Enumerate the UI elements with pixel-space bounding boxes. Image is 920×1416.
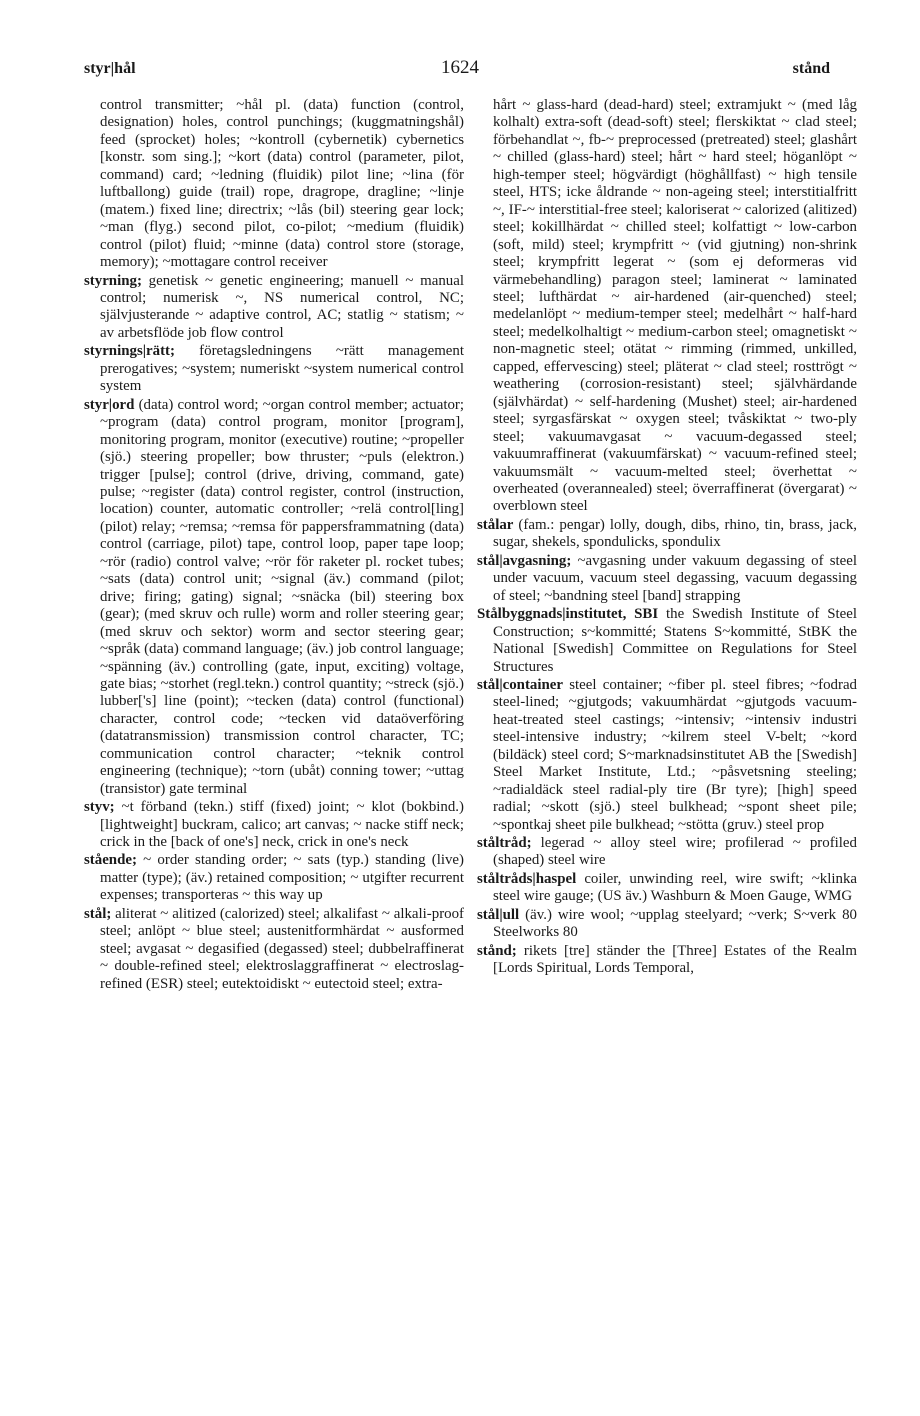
dictionary-entry [477, 835, 857, 870]
dictionary-entry [84, 906, 464, 993]
dictionary-entry [477, 606, 857, 676]
entry-headword: ståltråd; [477, 835, 532, 852]
entry-text: control transmitter; ~hål pl. (data) function (control, designation) holes, control punchings; (kuggmatningshål) feed (sprocket) holes; ~kontroll (cybernetik) cybernetics [konstr. som sing.]; ~kort (data) control (parameter, pilot, command) card; ~ledning (fluidik) pilot line; ~lina (för luftballong) guide (trail) rope, dragrope, dragline; ~linje (matem.) fixed line; directrix; ~lås (bil) steering gear lock; ~man (flyg.) second pilot, co-pilot; ~medium (fluidik) control (pilot) fluid; ~minne (data) control store (storage, memory); ~mottagare control receiver [100, 97, 464, 271]
entry-headword: stålar [477, 516, 514, 533]
dictionary-entry [477, 517, 857, 552]
running-head-right: stånd [792, 60, 830, 77]
entry-text: the Swedish Institute of Steel Construction; s~kommitté; Statens S~kommitté, StBK the National [Swedish] Committee on Regulations for Steel Structures [493, 606, 857, 675]
dictionary-entry [84, 343, 464, 395]
entry-text: (data) control word; ~organ control member; actuator; ~program (data) control program, monitor [program], monitoring program, monitor (executive) routine; ~propeller (sjö.) steering propeller; bow thruster; ~puls (elektron.) trigger [pulse]; control (drive, driving, command, gate) pulse; ~register (data) control register, control (instruction, location) counter, automatic controller; ~relä control[ling] (pilot) relay; ~remsa; ~remsa för pappersframmatning (data) control (carriage, pilot) tape, control loop, paper tape loop; ~rör (radio) control valve; ~rör för raketer pl. rocket tubes; ~sats (data) control unit; ~signal (äv.) command (pilot; drive; firing; gating) signal; ~snäcka (bil) steering box (gear); (med skruv och rulle) worm and roller steering gear; (med skruv och sektor) worm and sector steering gear; ~språk (data) command language; (äv.) job control language; ~spänning (äv.) controlling (gate, input, exciting) voltage, gate bias; ~storhet (regl.tekn.) control quantity; ~streck (sjö.) lubber['s] line (point); ~tecken (data) control (functional) character, control code; ~tecken vid dataöverföring (datatransmission) transmission control character, TC; communication control character; ~teknik control engineering (technique); ~torn (ubåt) conning tower; ~uttag (transistor) gate terminal [100, 396, 464, 797]
dictionary-entry [477, 943, 857, 978]
entry-text: genetisk ~ genetic engineering; manuell ~ manual control; numerisk ~, NS numerical control, NC; självjusterande ~ adaptive control, AC; statlig ~ statism; ~ av arbetsflöde job flow control [100, 272, 464, 341]
dictionary-entry [84, 97, 464, 272]
dictionary-entry [477, 553, 857, 605]
entry-text: steel container; ~fiber pl. steel fibres; ~fodrad steel-lined; ~gjutgods; vakuumhärdat ~gjutgods vacuum-heat-treated steel castings; ~intensiv; ~intensiv industri steel-intensive industry; ~kilrem steel V-belt; ~kord (bildäck) steel cord; S~marknadsinstitutet AB the [Swedish] Steel Market Institute, Ltd.; ~påsvetsning steeling; ~radialdäck steel radial-ply tire (Br tyre); [high] speed radial; ~skott (sjö.) steel bulkhead; ~spont sheet pile; ~spontkaj sheet pile bulkhead; ~stötta (gruv.) steel prop [493, 676, 857, 833]
running-head-left: styr|hål [84, 60, 136, 77]
entry-text: rikets [tre] ständer the [Three] Estates of the Realm [Lords Spiritual, Lords Temporal, [493, 942, 857, 977]
entry-text: (äv.) wire wool; ~upplag steelyard; ~verk; S~verk 80 Steelworks 80 [493, 906, 857, 941]
entry-headword: stål|ull [477, 906, 520, 923]
dictionary-entry [84, 852, 464, 904]
entry-headword: styrnings|rätt; [84, 343, 175, 360]
entry-text: ~ order standing order; ~ sats (typ.) standing (live) matter (type); (äv.) retained composition; ~ utgifter recurrent expenses; transporteras ~ this way up [100, 852, 464, 904]
dictionary-entry [84, 397, 464, 798]
entry-headword: stående; [84, 852, 137, 869]
entry-headword: stål; [84, 905, 112, 922]
dictionary-entry [477, 677, 857, 834]
entry-headword: stål|container [477, 676, 563, 693]
entry-headword: stål|avgasning; [477, 552, 572, 569]
dictionary-entry [84, 799, 464, 851]
dictionary-entry [84, 273, 464, 343]
entry-text: coiler, unwinding reel, wire swift; ~klinka steel wire gauge; (US äv.) Washburn & Moen Gauge, WMG [493, 870, 857, 905]
dictionary-entry [477, 907, 857, 942]
entry-headword: Stålbyggnads|institutet, SBI [477, 606, 659, 623]
entry-headword: stånd; [477, 942, 517, 959]
dictionary-entry [477, 871, 857, 906]
entry-text: ~avgasning under vakuum degassing of steel under vacuum, vacuum steel degassing, vacuum degassing of steel; ~bandning steel [band] strapping [493, 552, 857, 604]
right-column [477, 97, 857, 979]
entry-text: hårt ~ glass-hard (dead-hard) steel; extramjukt ~ (med låg kolhalt) extra-soft (dead-soft) steel; flerskiktat ~ clad steel; förbehandlat ~, fb-~ preprocessed (pretreated) steel; glashårt ~ chilled (glass-hard) steel; hårt ~ hard steel; höganlöpt ~ high-temper steel; högvärdigt (höghållfast) ~ high tensile steel, HTS; icke åldrande ~ non-ageing steel; interstitialfritt ~, IF-~ interstitial-free steel; kaloriserat ~ calorized (alitized) steel; kokillhärdat ~ chilled steel; kolfattigt ~ low-carbon (soft, mild) steel; krympfritt ~ (vid gjutning) non-shrink steel; krympfritt legerat ~ (som ej deformeras vid värmebehandling) paragon steel; laminerat ~ laminated steel; lufthärdat ~ air-hardened (air-quenched) steel; medelanlöpt ~ medium-temper steel; medelhårt ~ half-hard steel; medelkolhaltigt ~ medium-carbon steel; omagnetiskt ~ non-magnetic steel; otätat ~ rimming (rimmed, unkilled, capped, effervescing) steel; pläterat ~ clad steel; rosttrögt ~ weathering (corrosion-resistant) steel; självhärdande (självhärdat) ~ self-hardening (Mushet) steel; air-hardened steel; syrgasfärskat ~ oxygen steel; tvåskiktat ~ two-ply steel; vakuumavgasat ~ vacuum-degassed steel; vakuumraffinerat (vakuumfärskat) ~ vacuum-refined steel; vakuumsmält ~ vacuum-melted steel; överhettat ~ overheated (overannealed) steel; överraffinerat (övergarat) ~ overblown steel [493, 97, 857, 515]
entry-text: (fam.: pengar) lolly, dough, dibs, rhino, tin, brass, jack, sugar, shekels, spondulicks, spondulix [493, 516, 858, 551]
entry-headword: styv; [84, 799, 115, 816]
dictionary-entry [477, 97, 857, 516]
entry-text: ~t förband (tekn.) stiff (fixed) joint; ~ klot (bokbind.) [lightweight] buckram, calico; art canvas; ~ nacke stiff neck; crick in the [back of one's] neck, crick in one's neck [100, 799, 464, 851]
left-column [84, 97, 464, 994]
entry-headword: ståltråds|haspel [477, 870, 577, 887]
entry-headword: styr|ord [84, 396, 135, 413]
entry-text: aliterat ~ alitized (calorized) steel; alkalifast ~ alkali-proof steel; anlöpt ~ blue steel; austenitformhärdat ~ ausformed steel; avgasat ~ degasified (degassed) steel; dubbelraffinerat ~ double-refined steel; elektroslaggraffinerat ~ electroslag-refined (ESR) steel; eutektoidiskt ~ eutectoid steel; extra- [100, 905, 464, 992]
entry-text: företagsledningens ~rätt management prerogatives; ~system; numeriskt ~system numerical control system [100, 343, 464, 395]
entry-headword: styrning; [84, 272, 142, 289]
entry-text: legerad ~ alloy steel wire; profilerad ~ profiled (shaped) steel wire [493, 835, 857, 869]
page-number: 1624 [441, 57, 479, 78]
